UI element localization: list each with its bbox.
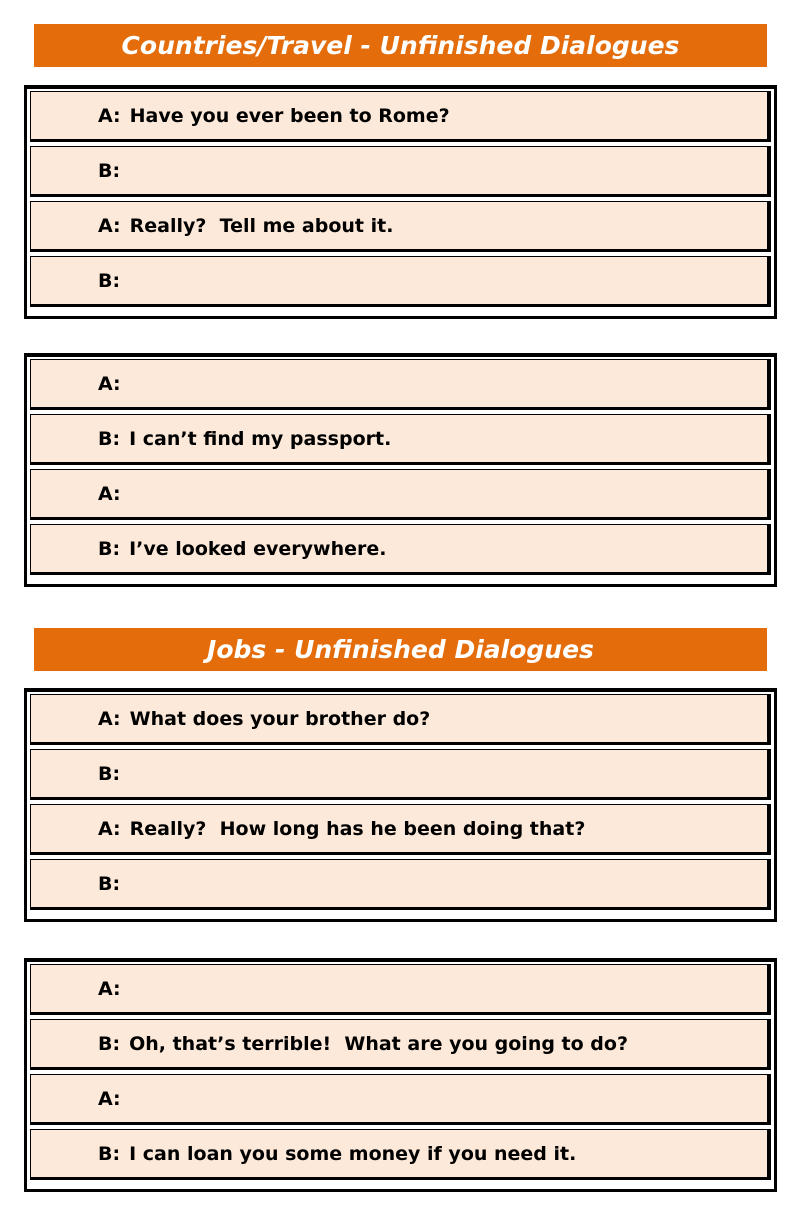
speaker-label: A: xyxy=(98,372,121,395)
dialogue-line[interactable] xyxy=(30,91,771,142)
speaker-label: B: xyxy=(98,427,121,450)
dialogue-box-1 xyxy=(24,85,777,319)
dialogue-line[interactable] xyxy=(30,201,771,252)
dialogue-line[interactable] xyxy=(30,359,771,410)
speaker-label: B: xyxy=(98,762,121,785)
dialogue-line[interactable] xyxy=(30,256,771,307)
speaker-label: B: xyxy=(98,1142,121,1165)
dialogue-line[interactable] xyxy=(30,804,771,855)
dialogue-line[interactable] xyxy=(30,1074,771,1125)
dialogue-line[interactable] xyxy=(30,964,771,1015)
line-text: Oh, that’s terrible! What are you going to do? xyxy=(129,1032,628,1055)
dialogue-line[interactable] xyxy=(30,524,771,575)
dialogue-line[interactable] xyxy=(30,694,771,745)
speaker-label: B: xyxy=(98,872,121,895)
line-text: What does your brother do? xyxy=(129,707,431,730)
line-text: Really? How long has he been doing that? xyxy=(129,817,586,840)
speaker-label: A: xyxy=(98,977,121,1000)
dialogue-line[interactable] xyxy=(30,414,771,465)
speaker-label: B: xyxy=(98,269,121,292)
dialogue-line[interactable] xyxy=(30,1129,771,1180)
dialogue-box-4 xyxy=(24,958,777,1192)
line-text: Really? Tell me about it. xyxy=(129,214,394,237)
speaker-label: A: xyxy=(98,817,121,840)
speaker-label: B: xyxy=(98,537,121,560)
dialogue-line[interactable] xyxy=(30,1019,771,1070)
dialogue-line[interactable] xyxy=(30,859,771,910)
line-text: I’ve looked everywhere. xyxy=(129,537,387,560)
line-text: I can’t find my passport. xyxy=(129,427,392,450)
speaker-label: B: xyxy=(98,1032,121,1055)
dialogue-box-3 xyxy=(24,688,777,922)
dialogue-line[interactable] xyxy=(30,469,771,520)
speaker-label: A: xyxy=(98,214,121,237)
dialogue-line[interactable] xyxy=(30,749,771,800)
speaker-label: A: xyxy=(98,104,121,127)
speaker-label: A: xyxy=(98,482,121,505)
section-title-jobs: Jobs - Unfinished Dialogues xyxy=(34,628,767,671)
line-text: I can loan you some money if you need it. xyxy=(129,1142,577,1165)
dialogue-line[interactable] xyxy=(30,146,771,197)
speaker-label: B: xyxy=(98,159,121,182)
line-text: Have you ever been to Rome? xyxy=(129,104,450,127)
speaker-label: A: xyxy=(98,1087,121,1110)
dialogue-box-2 xyxy=(24,353,777,587)
speaker-label: A: xyxy=(98,707,121,730)
section-title-countries-travel: Countries/Travel - Unfinished Dialogues xyxy=(34,24,767,67)
